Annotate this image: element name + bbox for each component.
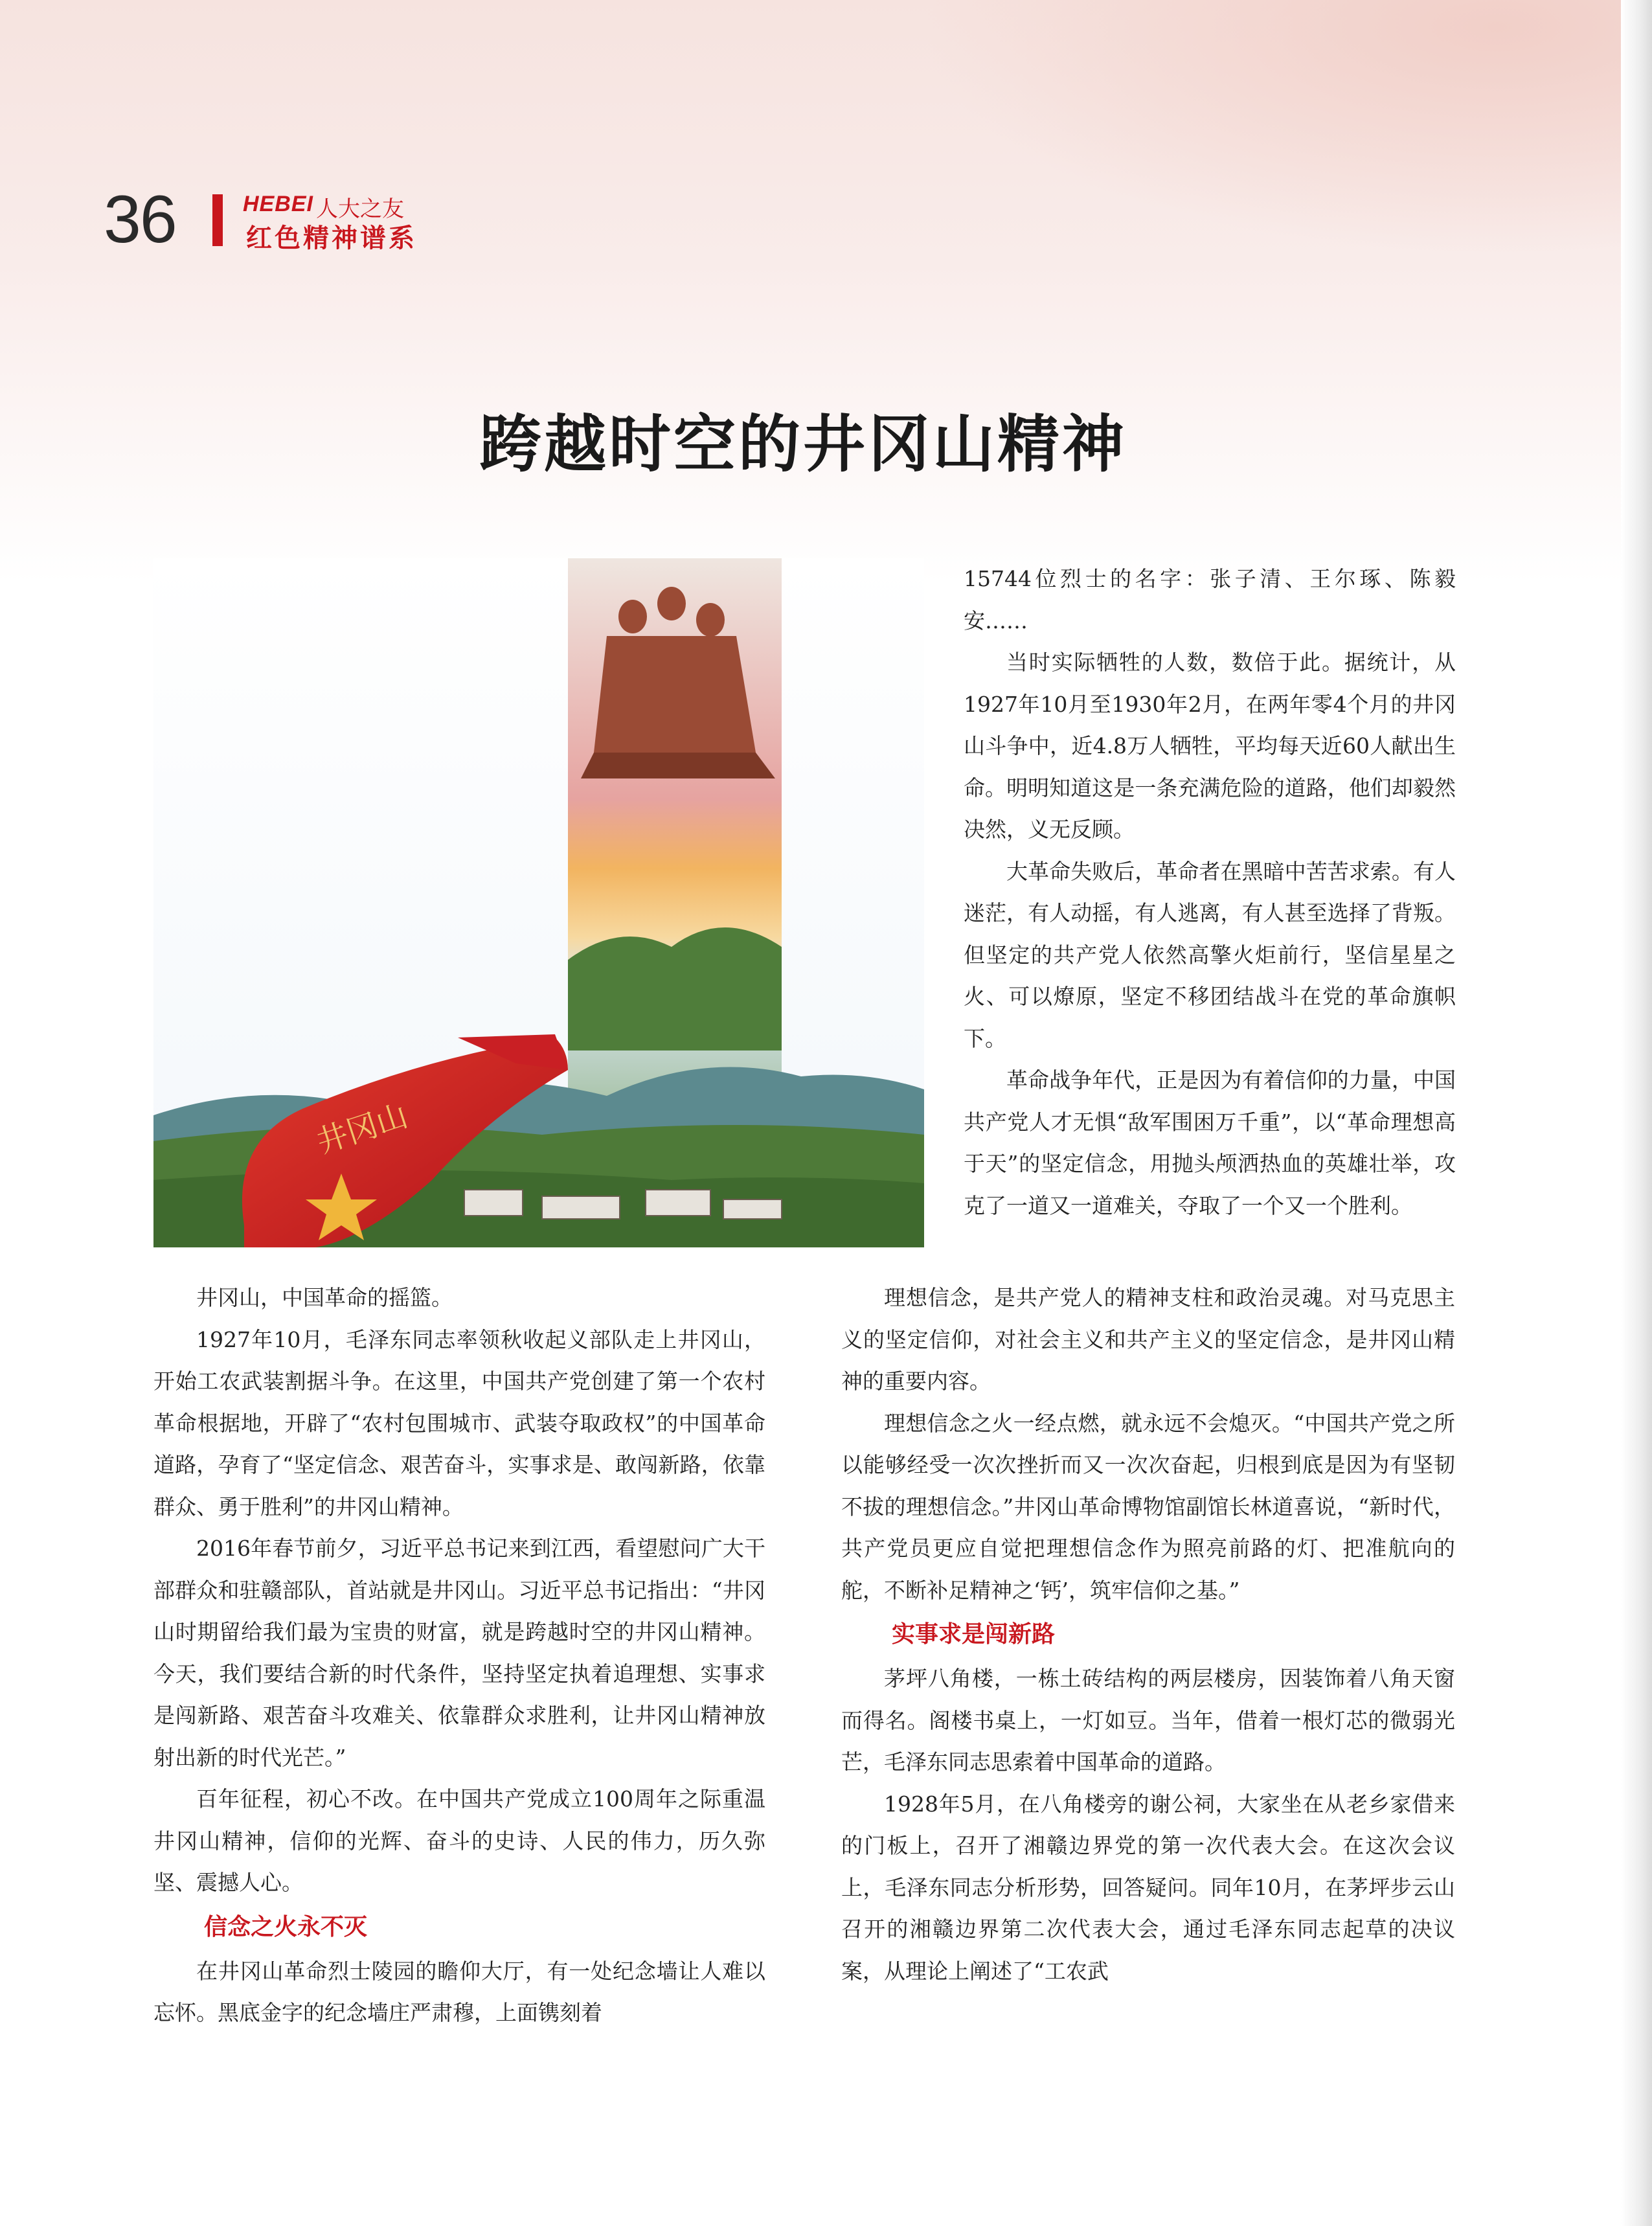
paragraph: 革命战争年代，正是因为有着信仰的力量，中国共产党人才无惧“敌军围困万千重”，以“革命理想高于天”的坚定信念，用抛头颅洒热血的英雄壮举，攻克了一道又一道难关，夺取了一个又一个胜利。 [964,1067,1456,1218]
column-right-top [964,558,1456,1227]
section-heading: 实事求是闯新路 [892,1621,1056,1648]
header-accent-bar [212,194,223,246]
article-title: 跨越时空的井冈山精神 [479,408,1127,481]
paragraph: 理想信念之火一经点燃，就永远不会熄灭。“中国共产党之所以能够经受一次次挫折而又一次次奋起，归根到底是因为有坚韧不拔的理想信念。”井冈山革命博物馆副馆长林道喜说，“新时代，共产党员更应自觉把理想信念作为照亮前路的灯、把准航向的舵，不断补足精神之‘钙’，筑牢信仰之基。” [841,1410,1455,1603]
paragraph: 2016年春节前夕，习近平总书记来到江西，看望慰问广大干部群众和驻赣部队，首站就是井冈山。习近平总书记指出：“井冈山时期留给我们最为宝贵的财富，就是跨越时空的井冈山精神。今天，我们要结合新的时代条件，坚持坚定执着追理想、实事求是闯新路、艰苦奋斗攻难关、依靠群众求胜利，让井冈山精神放射出新的时代光芒。” [153,1536,765,1770]
paragraph: 在井冈山革命烈士陵园的瞻仰大厅，有一处纪念墙让人难以忘怀。黑底金字的纪念墙庄严肃穆，上面镌刻着 [153,1958,765,2025]
paragraph: 当时实际牺牲的人数，数倍于此。据统计，从1927年10月至1930年2月，在两年零4个月的井冈山斗争中，近4.8万人牺牲，平均每天近60人献出生命。明明知道这是一条充满危险的道路，他们却毅然决然，义无反顾。 [964,650,1456,842]
magazine-brand-cn: 人大之友 [316,196,404,222]
page-number: 36 [104,182,176,257]
paragraph: 大革命失败后，革命者在黑暗中苦苦求索。有人迷茫，有人动摇，有人逃离，有人甚至选择了背叛。但坚定的共产党人依然高擎火炬前行，坚信星星之火、可以燎原，坚定不移团结战斗在党的革命旗帜下。 [964,858,1456,1051]
column-right [841,1277,1455,1992]
jinggangshan-photo [153,558,924,1247]
photo-illustration [153,558,924,1247]
flag-decoration [875,0,1652,272]
column-left [153,1277,765,2034]
section-name: 红色精神谱系 [246,223,417,253]
paragraph: 百年征程，初心不改。在中国共产党成立100周年之际重温井冈山精神，信仰的光辉、奋斗的史诗、人民的伟力，历久弥坚、震撼人心。 [153,1786,765,1895]
paragraph: 茅坪八角楼，一栋土砖结构的两层楼房，因装饰着八角天窗而得名。阁楼书桌上，一灯如豆。当年，借着一根灯芯的微弱光芒，毛泽东同志思索着中国革命的道路。 [841,1666,1455,1775]
paragraph: 井冈山，中国革命的摇篮。 [196,1285,453,1310]
section-heading: 信念之火永不灭 [204,1913,368,1940]
paragraph: 1928年5月，在八角楼旁的谢公祠，大家坐在从老乡家借来的门板上，召开了湘赣边界党的第一次代表大会。在这次会议上，毛泽东同志分析形势，回答疑问。同年10月，在茅坪步云山召开的湘赣边界第二次代表大会，通过毛泽东同志起草的决议案，从理论上阐述了“工农武 [841,1791,1455,1984]
paragraph: 理想信念，是共产党人的精神支柱和政治灵魂。对马克思主义的坚定信仰，对社会主义和共产主义的坚定信念，是井冈山精神的重要内容。 [841,1285,1455,1394]
paragraph: 15744位烈士的名字：张子清、王尔琢、陈毅安…… [964,566,1456,633]
magazine-brand-en: HEBEI [243,192,313,216]
monument-label: 井冈山 [312,1097,413,1161]
page-edge-shadow [1621,0,1652,2226]
paragraph: 1927年10月，毛泽东同志率领秋收起义部队走上井冈山，开始工农武装割据斗争。在这里，中国共产党创建了第一个农村革命根据地，开辟了“农村包围城市、武装夺取政权”的中国革命道路，孕育了“坚定信念、艰苦奋斗，实事求是、敢闯新路，依靠群众、勇于胜利”的井冈山精神。 [153,1326,765,1519]
